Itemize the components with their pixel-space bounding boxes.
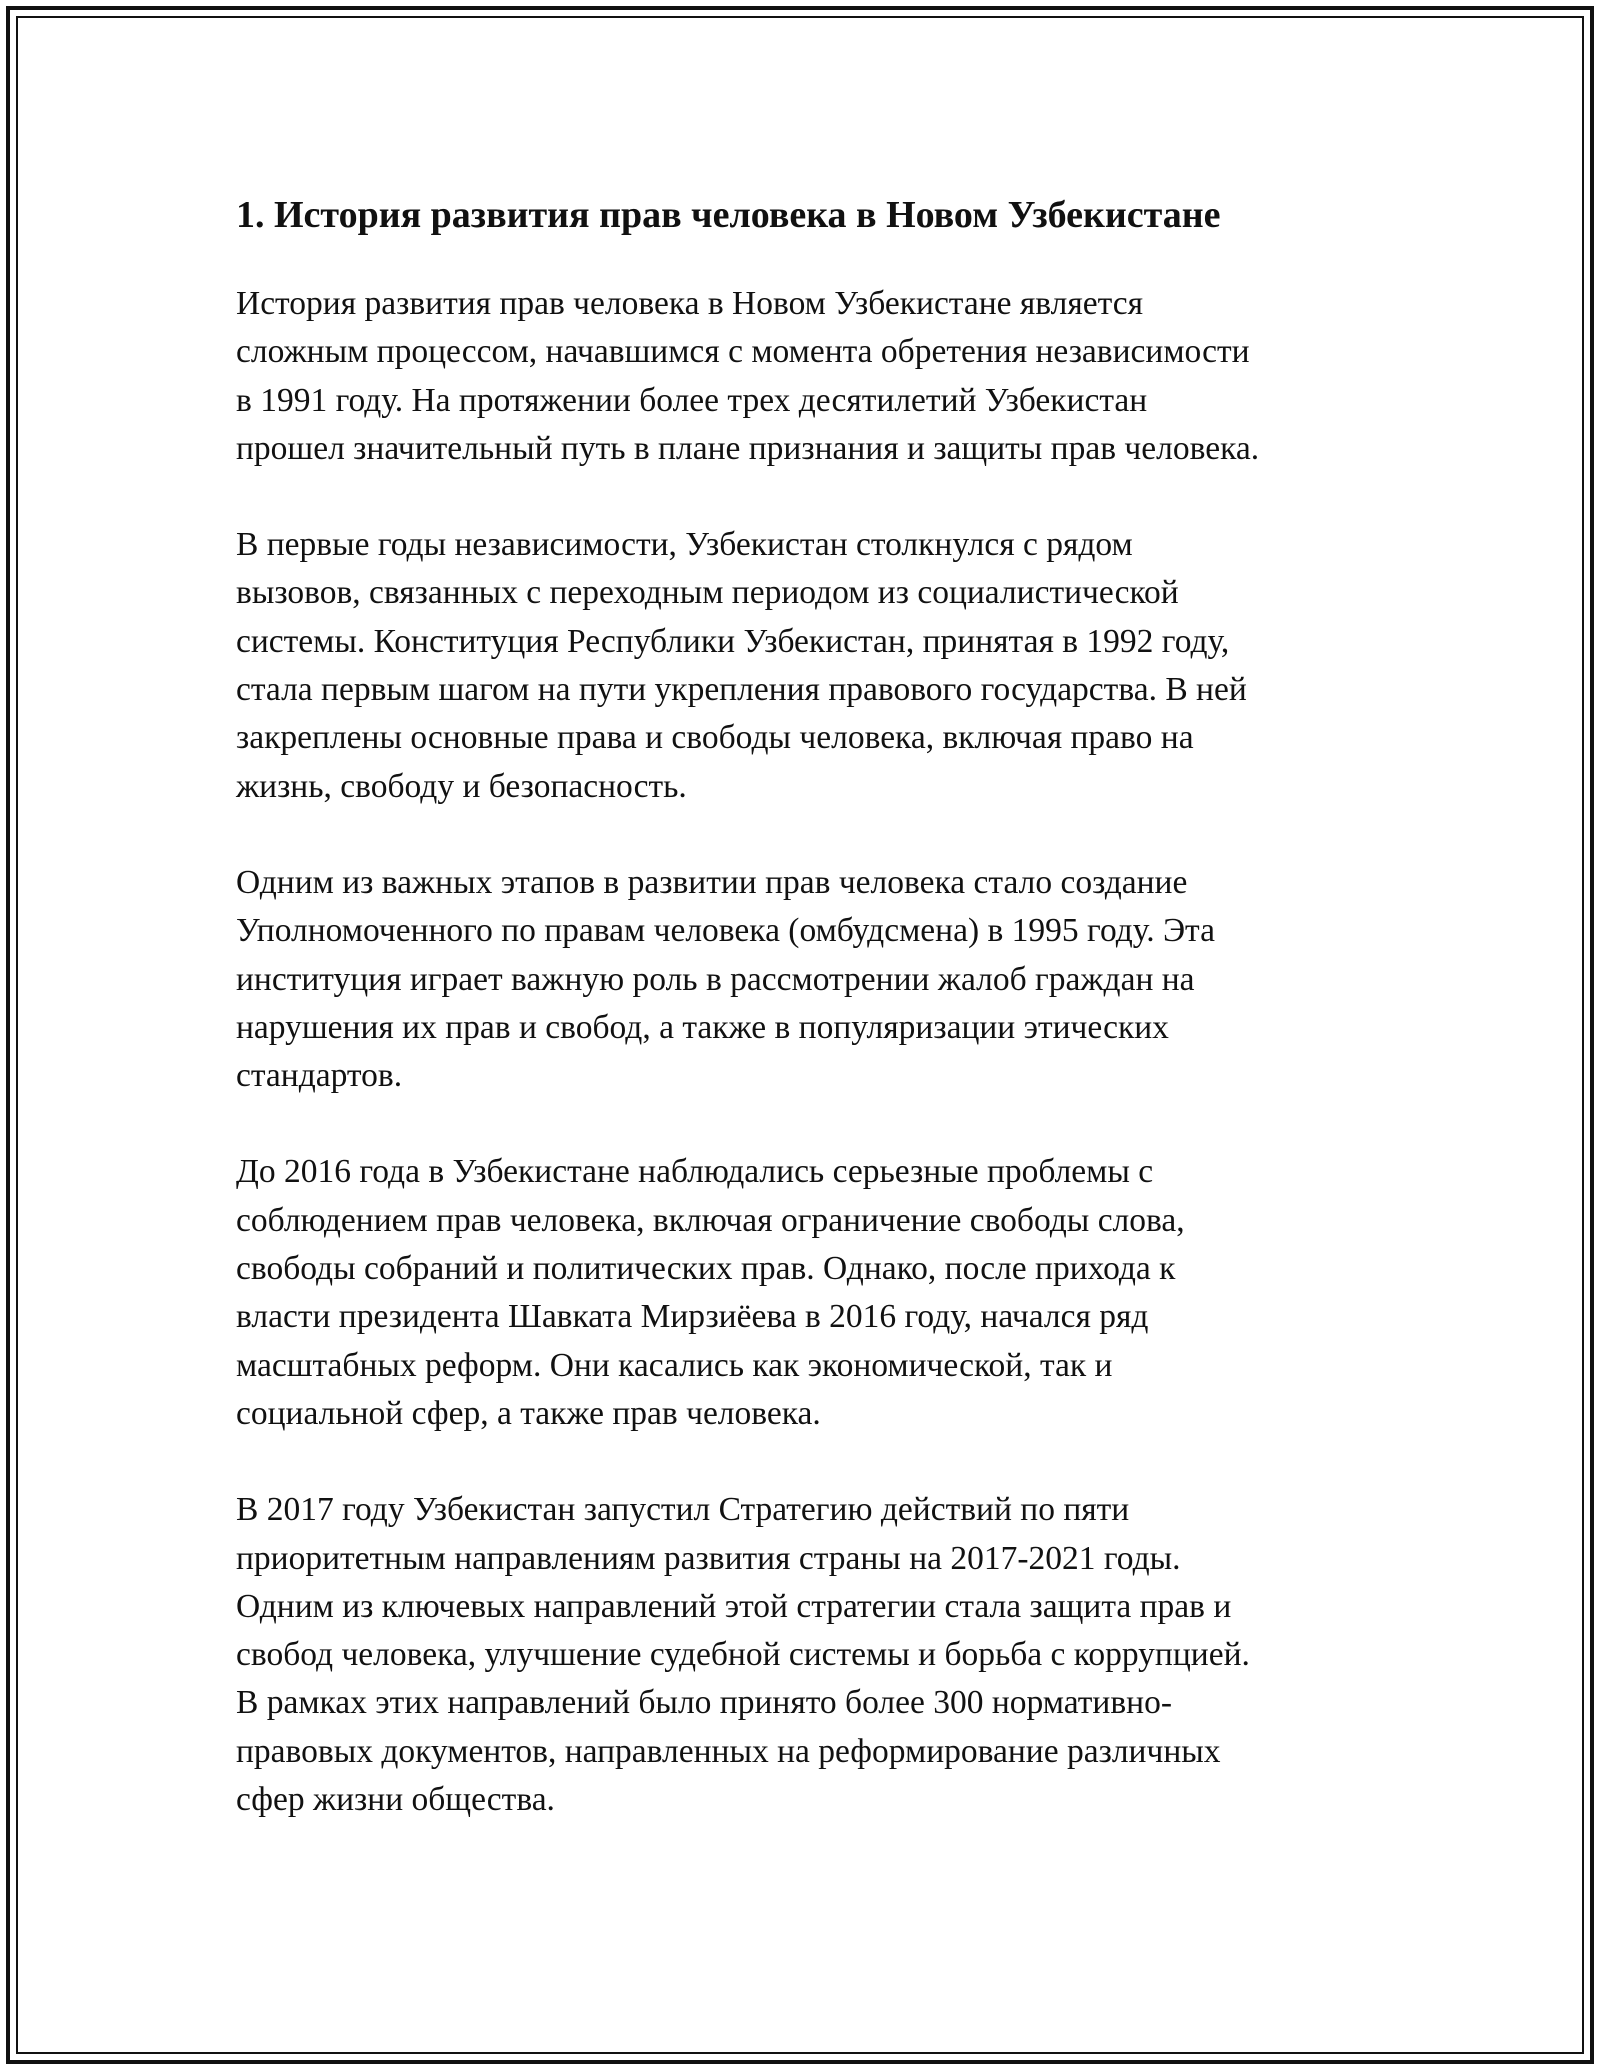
paragraph-1: История развития прав человека в Новом Узбекистане является сложным процессом, начавшимся с момента обретения независимости в 1991 году. На протяжении более трех десятилетий Узбекистан прошел значительный путь в плане признания и защиты прав человека.: [236, 285, 1260, 467]
paragraph-2: В первые годы независимости, Узбекистан столкнулся с рядом вызовов, связанных с переходным периодом из социалистической системы. Конституция Республики Узбекистан, принятая в 1992 году, стала первым шагом на пути укрепления правового государства. В ней закреплены основные права и свободы человека, включая право на жизнь, свободу и безопасность.: [236, 526, 1247, 805]
document-body: [236, 178, 1386, 1872]
paragraph-5: В 2017 году Узбекистан запустил Стратегию действий по пяти приоритетным направлениям развития страны на 2017-2021 годы. Одним из ключевых направлений этой стратегии стала защита прав и свобод человека, улучшение судебной системы и борьба с коррупцией. В рамках этих направлений было принято более 300 нормативно- правовых документов, направленных на реформирование различных сфер жизни общества.: [236, 1491, 1250, 1819]
paragraph-3: Одним из важных этапов в развитии прав человека стало создание Уполномоченного по правам человека (омбудсмена) в 1995 году. Эта институция играет важную роль в рассмотрении жалоб граждан на нарушения их прав и свобод, а также в популяризации этических стандартов.: [236, 863, 1215, 1095]
section-heading: 1. История развития прав человека в Новом Узбекистане: [236, 194, 1221, 236]
paragraph-4: До 2016 года в Узбекистане наблюдались серьезные проблемы с соблюдением прав человека, включая ограничение свободы слова, свободы собраний и политических прав. Однако, после прихода к власти президента Шавката Мирзиёева в 2016 году, начался ряд масштабных реформ. Они касались как экономической, так и социальной сфер, а также прав человека.: [236, 1153, 1185, 1432]
